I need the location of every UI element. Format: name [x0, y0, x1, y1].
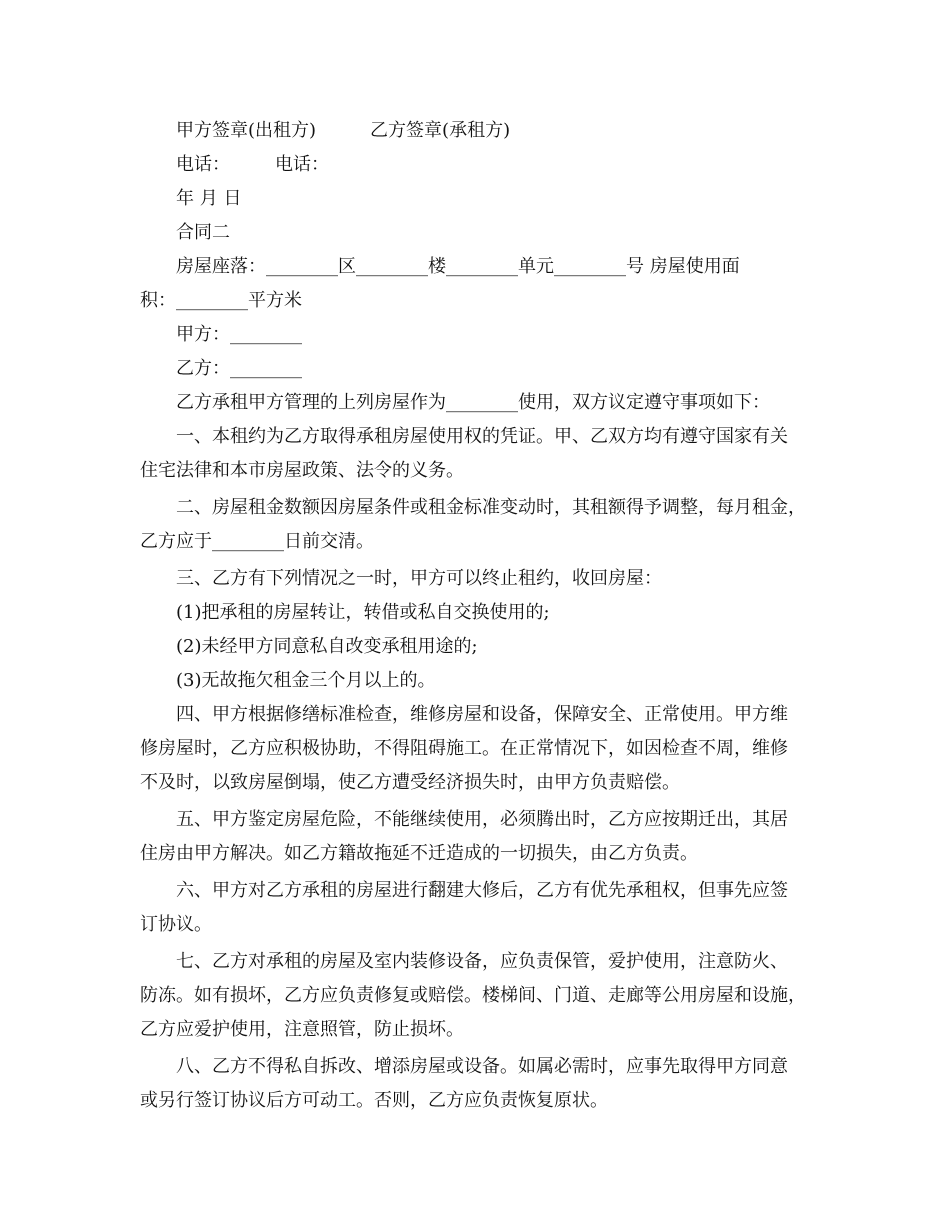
clause-4-line-3: 不及时，以致房屋倒塌，使乙方遭受经济损失时，由甲方负责赔偿。 — [140, 772, 680, 793]
clause-5-line-2: 住房由甲方解决。如乙方籍故拖延不迁造成的一切损失，由乙方负责。 — [140, 843, 698, 864]
contract-title: 合同二 — [176, 222, 230, 243]
intro-paragraph: 乙方承租甲方管理的上列房屋作为________使用，双方议定遵守事项如下： — [176, 392, 770, 413]
signature-line: 甲方签章(出租方) 乙方签章(承租方) — [176, 120, 511, 141]
clause-2-line-1: 二、房屋租金数额因房屋条件或租金标准变动时，其租额得予调整，每月租金， — [176, 497, 806, 518]
clause-7-line-3: 乙方应爱护使用，注意照管，防止损坏。 — [140, 1019, 464, 1040]
clause-2-line-2: 乙方应于________日前交清。 — [140, 531, 374, 552]
clause-4-line-1: 四、甲方根据修缮标准检查，维修房屋和设备，保障安全、正常使用。甲方维 — [176, 704, 788, 725]
clause-3-line-1: 三、乙方有下列情况之一时，甲方可以终止租约，收回房屋： — [176, 568, 662, 589]
clause-1-line-2: 住宅法律和本市房屋政策、法令的义务。 — [140, 460, 464, 481]
party-a-line: 甲方：________ — [176, 324, 302, 345]
clause-6-line-1: 六、甲方对乙方承租的房屋进行翻建大修后，乙方有优先承租权，但事先应签 — [176, 880, 788, 901]
date-line: 年 月 日 — [176, 188, 242, 209]
clause-1-line-1: 一、本租约为乙方取得承租房屋使用权的凭证。甲、乙双方均有遵守国家有关 — [176, 426, 788, 447]
clause-5-line-1: 五、甲方鉴定房屋危险，不能继续使用，必须腾出时，乙方应按期迁出，其居 — [176, 809, 788, 830]
clause-4-line-2: 修房屋时，乙方应积极协助，不得阻碍施工。在正常情况下，如因检查不周，维修 — [140, 738, 788, 759]
contract-body — [140, 114, 828, 1118]
party-b-line: 乙方：________ — [176, 358, 302, 379]
clause-3-item-1: (1)把承租的房屋转让，转借或私自交换使用的; — [176, 602, 550, 623]
clause-3-item-3: (3)无故拖欠租金三个月以上的。 — [176, 670, 436, 691]
location-line-2: 积：________平方米 — [140, 290, 302, 311]
clause-6-line-2: 订协议。 — [140, 914, 212, 935]
clause-7-line-2: 防冻。如有损坏，乙方应负责修复或赔偿。楼梯间、门道、走廊等公用房屋和设施， — [140, 985, 806, 1006]
clause-8-line-2: 或另行签订协议后方可动工。否则，乙方应负责恢复原状。 — [140, 1090, 608, 1111]
phone-line: 电话： 电话： — [176, 154, 329, 175]
clause-3-item-2: (2)未经甲方同意私自改变承租用途的; — [176, 636, 478, 657]
clause-8-line-1: 八、乙方不得私自拆改、增添房屋或设备。如属必需时，应事先取得甲方同意 — [176, 1056, 788, 1077]
clause-7-line-1: 七、乙方对承租的房屋及室内装修设备，应负责保管，爱护使用，注意防火、 — [176, 951, 788, 972]
location-line-1: 房屋座落：________区________楼________单元________号 房屋使用面 — [176, 256, 740, 277]
